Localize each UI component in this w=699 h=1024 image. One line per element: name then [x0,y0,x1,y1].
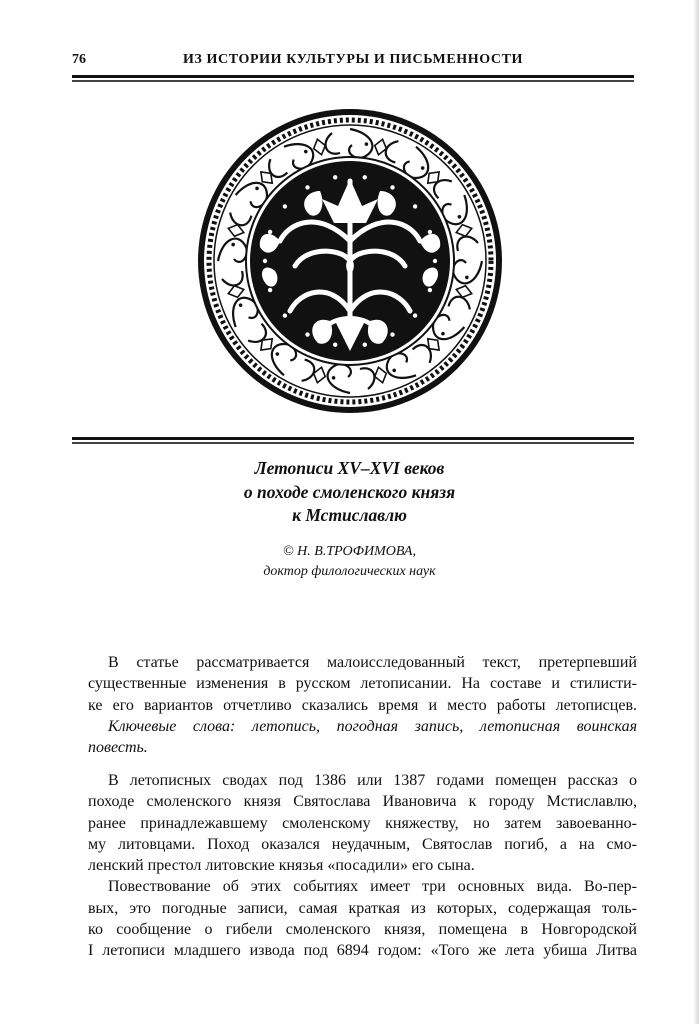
title-line: к Мстиславлю [292,505,407,525]
body-line: ленский престол литовские князья «посадили» его сына. [88,857,475,875]
author-block [0,542,699,582]
body-line: Повествование об этих событиях имеет три основных вида. Во-пер- [108,878,637,896]
abstract-line: существенные изменения в русском летописании. На составе и стилисти- [88,675,637,693]
ornament-rule-top [72,437,634,440]
circular-floral-ornament-icon [195,105,505,417]
page-number: 76 [72,52,86,67]
abstract [88,652,637,758]
abstract-line: ке его вариантов отчетливо сказались время и место работы летописцев. [88,696,637,714]
keywords-line-end: повесть. [88,739,148,757]
ornament-rule-bottom [72,442,634,444]
running-title: ИЗ ИСТОРИИ КУЛЬТУРЫ И ПИСЬМЕННОСТИ [182,52,524,67]
keywords-line [88,716,637,737]
body-line: ко сообщение о гибели смоленского князя, помещена в Новгородской [88,921,637,939]
author-degree: доктор филологических наук [263,564,436,579]
body-line: В летописных сводах под 1386 или 1387 годами помещен рассказ о [108,772,637,789]
header-rule-top [72,75,634,78]
body-line: I летописи младшего извода под 6894 годом: «Того же лета убиша Литва [88,942,637,960]
body-line: походе смоленского князя Святослава Ивановича к городу Мстиславлю, [88,793,637,811]
body-text [88,770,637,962]
keywords-list: : летопись, погодная запись, летописная воинская [229,717,638,735]
body-line: му литовцами. Поход оказался неудачным, Святослав погиб, а на смо- [88,835,637,853]
title-line: о походе смоленского князя [243,481,456,502]
article-title [0,457,699,528]
body-line: вых, это погодные записи, самая краткая из которых, содержащая толь- [88,899,637,917]
title-line: Летописи XV–XVI веков [254,458,445,478]
keywords-label: Ключевые слова [108,717,230,735]
abstract-line: В статье рассматривается малоисследованный текст, претерпевший [108,654,637,671]
author-name: © Н. В.ТРОФИМОВА, [283,544,416,559]
header-rule-bottom [72,80,634,82]
body-line: ранее принадлежавшему смоленскому княжеству, но затем завоеванно- [88,814,637,832]
